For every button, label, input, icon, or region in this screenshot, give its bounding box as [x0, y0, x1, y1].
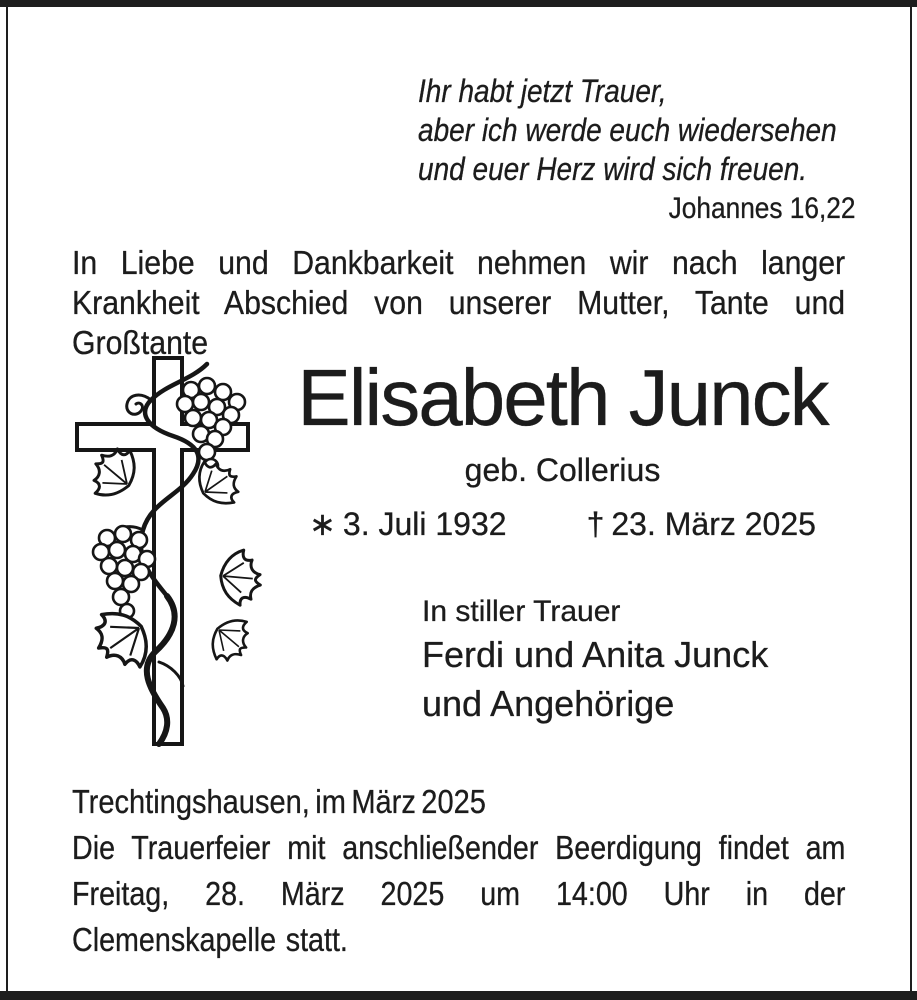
mourners-block	[422, 594, 768, 728]
scripture-attribution: Johannes 16,22	[668, 192, 856, 225]
deceased-name: Elisabeth Junck	[297, 353, 828, 442]
mourner-name: und Angehörige	[422, 683, 675, 724]
funeral-info: Die Trauerfeier mit anschließender Beerdigung findet am Freitag, 28. März 2025 um 14:00 Uhr in der Clemenskapelle statt.	[72, 829, 846, 958]
mourning-label: In stiller Trauer	[422, 595, 621, 628]
death-cross-icon: †	[586, 506, 605, 542]
deceased-block	[280, 353, 845, 542]
obituary-notice	[6, 7, 912, 991]
mourner-name: Ferdi und Anita Junck	[422, 634, 769, 675]
life-dates	[280, 506, 845, 542]
birth-star-icon: ∗	[309, 506, 336, 542]
intro-text: In Liebe und Dankbarkeit nehmen wir nach langer Krankheit Abschied von unserer Mutter, Tante und Großtante	[72, 244, 846, 361]
grape-cluster	[93, 526, 155, 618]
scripture-quote	[418, 72, 856, 226]
birth-date	[309, 506, 506, 542]
death-date-text: 23. März 2025	[611, 506, 816, 542]
maiden-name: geb. Collerius	[464, 452, 661, 488]
death-date	[587, 506, 816, 542]
cross-grapevine-illustration	[55, 352, 270, 750]
scripture-line: aber ich werde euch wiedersehen	[418, 112, 837, 148]
city-date-line: Trechtingshausen, im März 2025	[72, 783, 486, 820]
scripture-line: und euer Herz wird sich freuen.	[418, 151, 808, 187]
scripture-line: Ihr habt jetzt Trauer,	[418, 73, 667, 109]
birth-date-text: 3. Juli 1932	[342, 506, 507, 542]
